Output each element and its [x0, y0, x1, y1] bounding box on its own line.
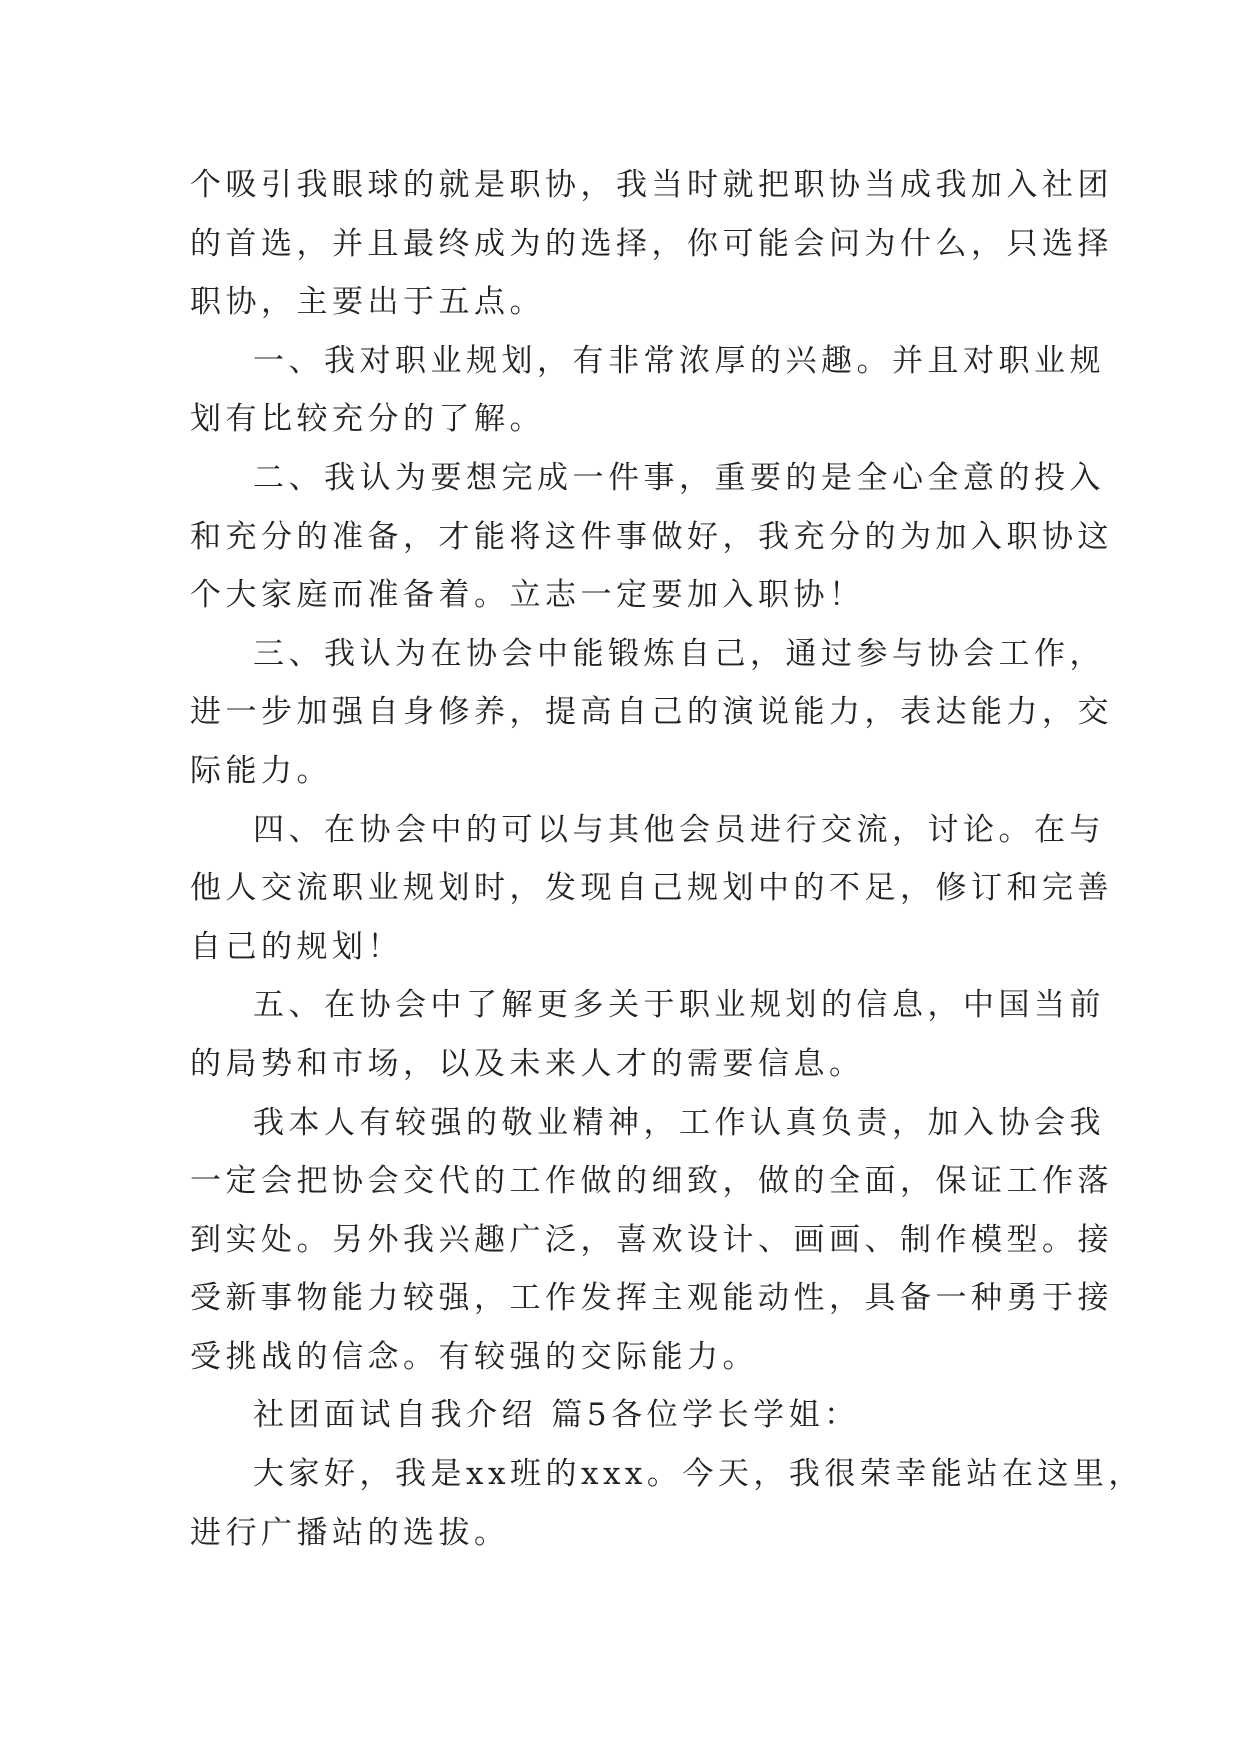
text-line: 的首选，并且最终成为的选择，你可能会问为什么，只选择: [190, 225, 1113, 262]
text-line: 职协，主要出于五点。: [190, 284, 545, 321]
text-line: 一、我对职业规划，有非常浓厚的兴趣。并且对职业规: [253, 342, 1105, 379]
paragraph-intro-continued: [190, 156, 1113, 332]
text-line: 个吸引我眼球的就是职协，我当时就把职协当成我加入社团: [190, 167, 1113, 203]
paragraph-reason-1: [190, 332, 1105, 449]
text-line: 和充分的准备，才能将这件事做好，我充分的为加入职协这: [190, 518, 1113, 555]
section-5-heading: [190, 1386, 1050, 1445]
text-line: 五、在协会中了解更多关于职业规划的信息，中国当前: [253, 987, 1105, 1024]
paragraph-reason-5: [190, 976, 1105, 1093]
text-line: 际能力。: [190, 752, 332, 789]
text-line: 二、我认为要想完成一件事，重要的是全心全意的投入: [253, 459, 1105, 496]
text-line: 自己的规划！: [190, 928, 403, 965]
paragraph-self-description: [190, 1094, 1113, 1387]
paragraph-reason-2: [190, 449, 1113, 625]
text-line: 大家好，我是xx班的xxx。今天，我很荣幸能站在这里，: [253, 1456, 1144, 1493]
text-line: 到实处。另外我兴趣广泛，喜欢设计、画画、制作模型。接: [190, 1221, 1113, 1258]
text-line: 个大家庭而准备着。立志一定要加入职协！: [190, 577, 865, 614]
paragraph-section-5-opening: [190, 1445, 1144, 1562]
text-line: 受挑战的信念。有较强的交际能力。: [190, 1338, 758, 1375]
text-line: 划有比较充分的了解。: [190, 401, 545, 438]
text-line: 三、我认为在协会中能锻炼自己，通过参与协会工作，: [253, 635, 1105, 672]
text-line: 四、在协会中的可以与其他会员进行交流，讨论。在与: [253, 811, 1105, 848]
text-line: 我本人有较强的敬业精神，工作认真负责，加入协会我: [253, 1104, 1105, 1141]
text-line: 一定会把协会交代的工作做的细致，做的全面，保证工作落: [190, 1163, 1113, 1200]
paragraph-reason-3: [190, 625, 1113, 801]
document-body: [190, 156, 1144, 1562]
text-line: 受新事物能力较强，工作发挥主观能动性，具备一种勇于接: [190, 1280, 1113, 1317]
section-heading-line: 社团面试自我介绍 篇5各位学长学姐：: [253, 1397, 860, 1434]
paragraph-reason-4: [190, 801, 1113, 977]
text-line: 他人交流职业规划时，发现自己规划中的不足，修订和完善: [190, 870, 1113, 907]
text-line: 进行广播站的选拔。: [190, 1514, 510, 1551]
text-line: 的局势和市场，以及未来人才的需要信息。: [190, 1045, 865, 1082]
text-line: 进一步加强自身修养，提高自己的演说能力，表达能力，交: [190, 694, 1113, 731]
